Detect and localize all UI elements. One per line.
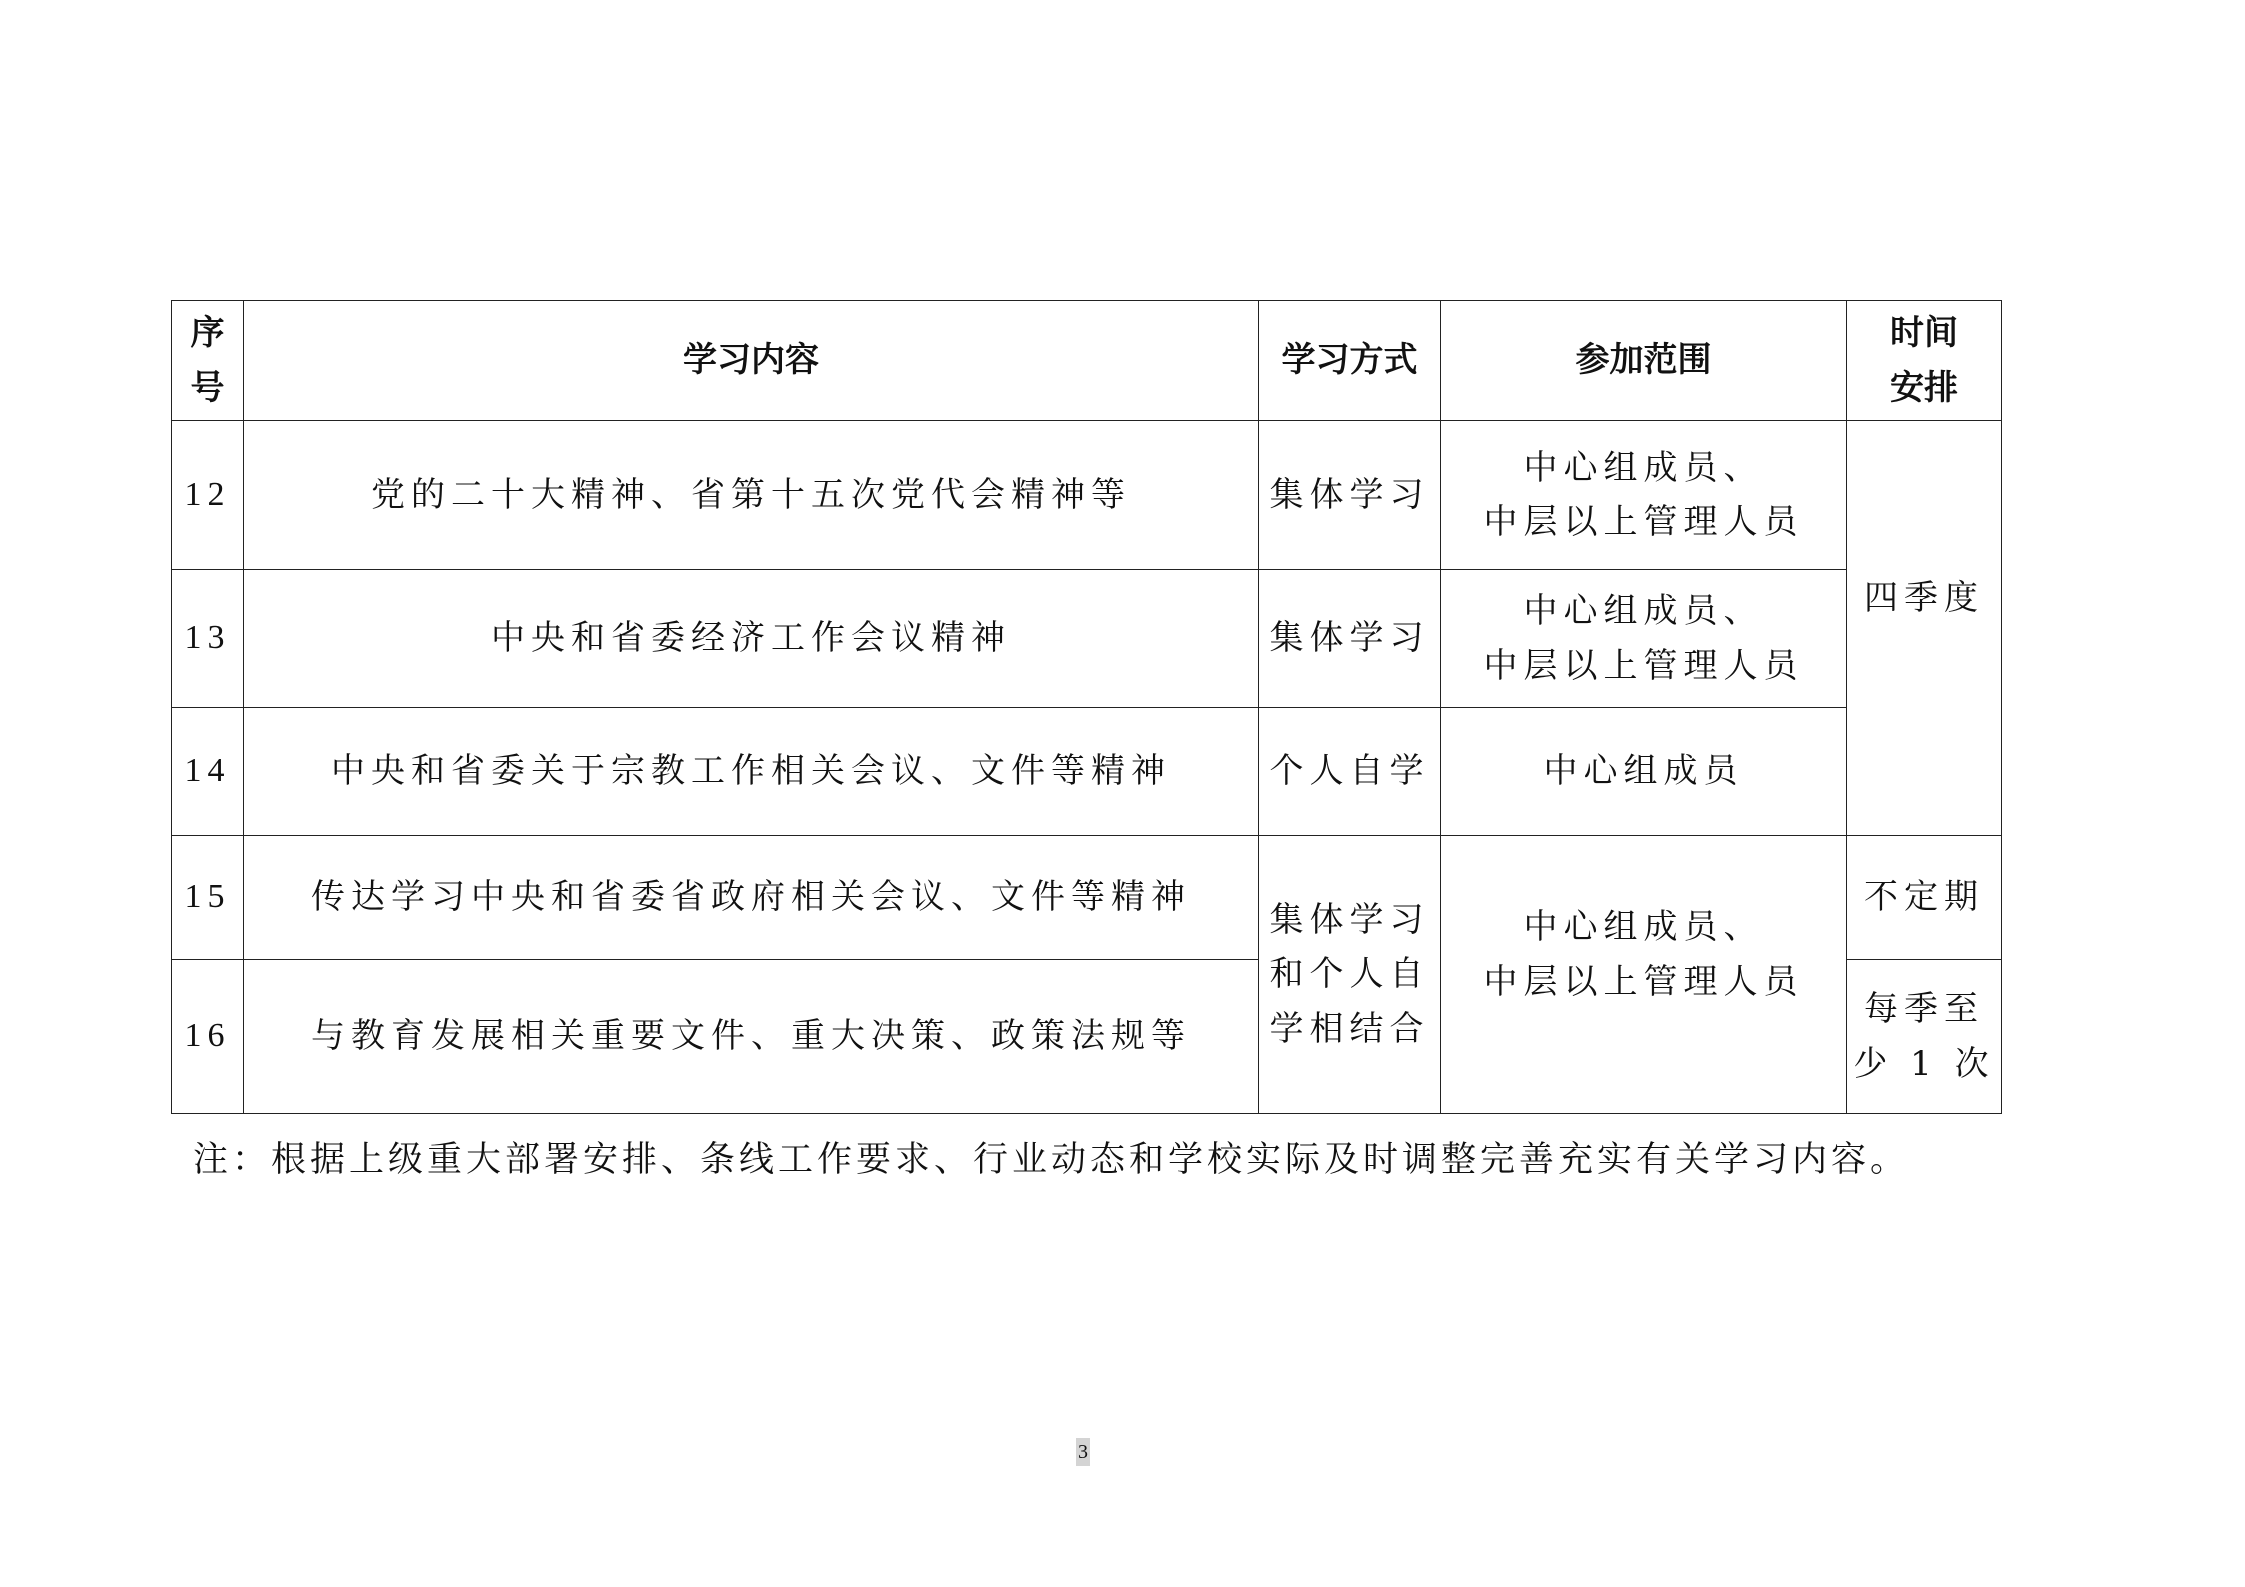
table-row: [172, 570, 2002, 708]
method-line: 和个人自: [1269, 954, 1430, 995]
time-line: 每季至: [1864, 989, 1984, 1030]
page-number: 3: [1076, 1438, 1090, 1466]
scope-line: 中层以上管理人员: [1483, 502, 1804, 542]
row-number: 14: [172, 708, 244, 836]
merged-time-cell: 四季度: [1847, 421, 2002, 836]
scope-line: 中心组成员、: [1523, 447, 1764, 488]
scope-line: 中心组成员、: [1523, 591, 1764, 632]
row-number: 15: [172, 836, 244, 960]
row-number: 12: [172, 421, 244, 570]
table-header-row: [172, 301, 2002, 421]
header-method: 学习方式: [1259, 301, 1441, 421]
row-content: 传达学习中央和省委省政府相关会议、文件等精神: [244, 836, 1259, 960]
method-line: 集体学习: [1269, 899, 1430, 940]
row-content: 党的二十大精神、省第十五次党代会精神等: [244, 421, 1259, 570]
scope-line: 中心组成员、: [1523, 907, 1764, 948]
study-plan-table: [171, 300, 2002, 1114]
header-scope: 参加范围: [1441, 301, 1847, 421]
row-method: 集体学习: [1259, 570, 1441, 708]
row-method: 集体学习: [1259, 421, 1441, 570]
header-time: 时间安排: [1847, 301, 2002, 421]
table-row: [172, 836, 2002, 960]
row-scope: 中心组成员: [1441, 708, 1847, 836]
merged-scope-cell: [1441, 836, 1847, 1114]
row-method: 个人自学: [1259, 708, 1441, 836]
table-row: [172, 708, 2002, 836]
scope-line: 中层以上管理人员: [1483, 645, 1804, 686]
row-time: 不定期: [1847, 836, 2002, 960]
method-line: 学相结合: [1269, 1008, 1430, 1049]
header-no: 序号: [172, 301, 244, 421]
row-number: 13: [172, 570, 244, 708]
row-content: 与教育发展相关重要文件、重大决策、政策法规等: [244, 960, 1259, 1114]
header-content: 学习内容: [244, 301, 1259, 421]
table-row: [172, 421, 2002, 570]
row-content: 中央和省委关于宗教工作相关会议、文件等精神: [244, 708, 1259, 836]
scope-line: 中层以上管理人员: [1483, 961, 1804, 1002]
row-scope: [1441, 570, 1847, 708]
table-note: 注：根据上级重大部署安排、条线工作要求、行业动态和学校实际及时调整完善充实有关学习内容。: [193, 1140, 1910, 1180]
row-content: 中央和省委经济工作会议精神: [244, 570, 1259, 708]
row-time: [1847, 960, 2002, 1114]
time-line: 少 1 次: [1853, 1043, 1995, 1084]
merged-method-cell: [1259, 836, 1441, 1114]
row-number: 16: [172, 960, 244, 1114]
row-scope: [1441, 421, 1847, 570]
